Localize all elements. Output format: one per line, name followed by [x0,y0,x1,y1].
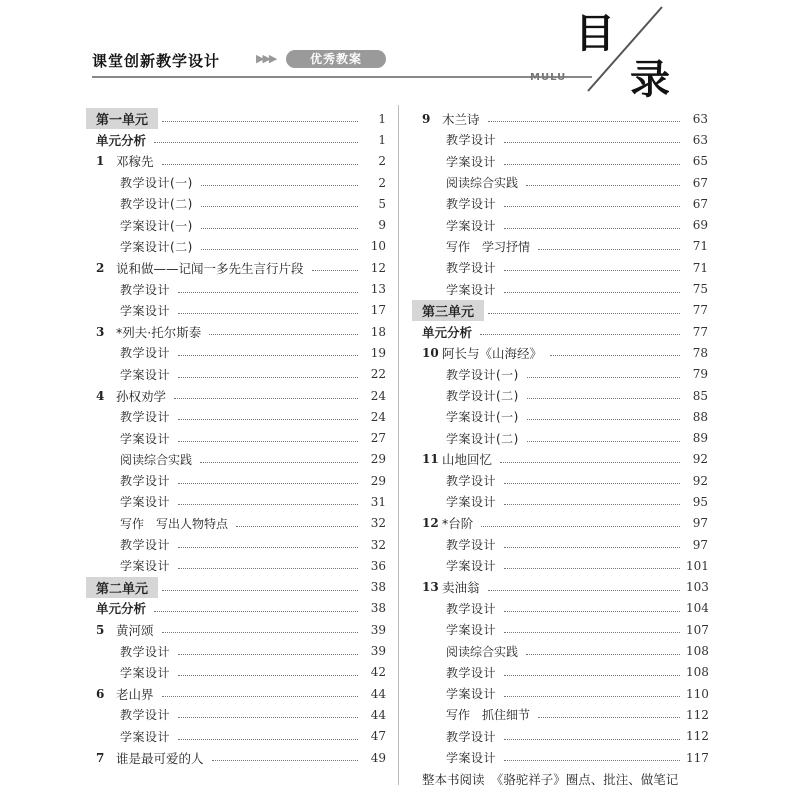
entry-title: 教学设计 [446,538,497,553]
page-number: 39 [370,644,386,659]
entry-title: 学案设计(一) [446,410,519,425]
lesson-number: 9 [422,111,431,126]
entry-title: 第三单元 [412,300,484,321]
dot-leader [178,355,358,356]
page-number: 12 [370,260,386,275]
entry-title: 学案设计(二) [446,431,519,446]
entry-title: 阅读综合实践 [120,452,193,467]
dot-leader [504,568,680,569]
page-number: 75 [692,282,708,297]
entry-title: 教学设计 [446,729,497,744]
toc-entry[interactable] [412,193,708,214]
lesson-number: 13 [422,580,439,595]
dot-leader [178,504,358,505]
page-number: 101 [686,558,709,573]
dot-leader [178,313,358,314]
toc-entry[interactable] [412,427,708,448]
toc-entry[interactable] [86,704,386,725]
page-number: 18 [370,324,386,339]
dot-leader [538,717,680,718]
toc-entry[interactable] [86,662,386,683]
toc-entry[interactable] [86,321,386,342]
entry-title: 学案设计 [446,751,497,766]
entry-title: 阅读综合实践 [446,644,519,659]
entry-title: 教学设计(一) [446,367,519,382]
lesson-number: 12 [422,516,439,531]
dot-leader [174,398,358,399]
page-number: 92 [692,473,708,488]
toc-entry[interactable] [412,321,708,342]
page-number: 71 [692,239,708,254]
entry-title: 教学设计(二) [446,389,519,403]
dot-leader [504,760,680,761]
entry-title: 阅读综合实践 [446,176,519,191]
entry-title: 学案设计 [120,495,171,510]
dot-leader [538,249,680,250]
page-number: 108 [686,665,709,680]
page-number: 24 [370,409,386,424]
lesson-number: 6 [96,686,105,701]
toc-entry[interactable] [86,151,386,172]
dot-leader [527,377,680,378]
entry-title: 教学设计 [446,474,497,489]
entry-title: 教学设计 [446,261,497,276]
entry-title: 单元分析 [422,324,473,340]
header-rule [92,76,592,78]
dot-leader [488,590,680,591]
lesson-number: 7 [96,750,105,765]
toc-entry[interactable] [412,555,708,576]
arrow-icons: ▶▶▶ [256,52,276,65]
entry-title: 孙权劝学 [116,388,167,404]
dot-leader [504,739,680,740]
toc-entry[interactable] [412,406,708,427]
page-number: 44 [370,686,386,701]
toc-entry[interactable] [86,172,386,193]
entry-title: 教学设计 [120,708,171,723]
toc-entry[interactable] [412,342,708,363]
entry-title: 说和做——记闻一多先生言行片段 [116,260,304,276]
page-number: 1 [378,132,386,147]
page-number: 13 [370,282,386,297]
toc-entry[interactable] [412,385,708,406]
page-number: 95 [692,494,708,509]
page-number: 1 [378,111,386,126]
dot-leader [488,313,680,314]
lesson-number: 11 [422,452,439,467]
entry-title: 木兰诗 [442,111,480,127]
page-number: 71 [692,260,708,275]
page-number: 39 [370,622,386,637]
entry-title: 第一单元 [86,108,158,129]
dot-leader [162,696,358,697]
toc-entry[interactable] [412,577,708,598]
dot-leader [178,419,358,420]
page-number: 89 [692,431,708,446]
entry-title: 教学设计 [446,133,497,148]
toc-entry[interactable] [86,364,386,385]
entry-title: 山地回忆 [442,452,493,468]
toc-entry[interactable] [412,534,708,555]
dot-leader [526,185,680,186]
page-number: 112 [686,729,709,744]
page-number: 79 [692,367,708,382]
page-number: 38 [370,601,386,616]
dot-leader [504,632,680,633]
page-number: 24 [370,388,386,403]
dot-leader [312,270,358,271]
toc-entry[interactable] [86,470,386,491]
page-number: 67 [692,175,708,190]
page-number: 63 [692,132,708,147]
entry-title: 学案设计 [446,154,497,169]
toc-entry[interactable] [412,172,708,193]
entry-title: 教学设计 [120,410,171,425]
entry-title: 黄河颂 [116,622,154,638]
toc-entry[interactable] [412,619,708,640]
page-number: 65 [692,154,708,169]
toc-entry[interactable] [86,108,386,129]
page-number: 108 [686,644,709,659]
toc-entry[interactable] [86,214,386,235]
toc-entry[interactable] [86,257,386,278]
toc-entry[interactable] [412,108,708,129]
page-number: 29 [370,452,386,467]
dot-leader [178,483,358,484]
entry-title: 学案设计 [446,495,497,510]
dot-leader [162,121,358,122]
entry-title: 学案设计(一) [120,218,193,233]
entry-title: 写作 抓住细节 [446,708,531,723]
toc-entry[interactable] [86,534,386,555]
dot-leader [201,185,358,186]
dot-leader [178,441,358,442]
page-number: 29 [370,473,386,488]
page-number: 38 [370,580,386,595]
toc-entry[interactable] [86,513,386,534]
entry-title: 学案设计 [120,431,171,446]
dot-leader [504,164,680,165]
entry-title: 教学设计(二) [120,197,193,212]
dot-leader [201,206,358,207]
entry-title: 学案设计 [120,665,171,680]
entry-title: *列夫·托尔斯泰 [116,324,202,340]
entry-title: 教学设计 [120,644,171,659]
page-number: 77 [692,303,708,318]
page-number: 42 [370,665,386,680]
page-number: 44 [370,707,386,722]
dot-leader [527,419,680,420]
entry-title: 学案设计 [446,218,497,233]
page-number: 92 [692,452,708,467]
toc-entry[interactable] [86,726,386,747]
toc-entry[interactable] [412,726,708,747]
page-number: 2 [378,175,386,190]
entry-title: 教学设计 [120,474,171,489]
lesson-number: 1 [96,154,105,169]
toc-entry[interactable] [86,449,386,470]
page-number: 47 [370,729,386,744]
toc-entry[interactable] [412,513,708,534]
toc-entry[interactable] [86,342,386,363]
entry-title: 第二单元 [86,577,158,598]
entry-title: 教学设计 [446,601,497,616]
dot-leader [212,760,358,761]
entry-title: 写作 写出人物特点 [120,516,229,531]
toc-column-left [86,108,386,768]
book-title: 课堂创新教学设计 [92,52,221,70]
toc-pinyin: MULU [530,72,567,83]
entry-title: 学案设计 [120,729,171,744]
toc-entry[interactable] [86,683,386,704]
entry-title: 教学设计 [120,282,171,297]
dot-leader [504,270,680,271]
page-number: 9 [378,218,386,233]
page-number: 49 [370,750,386,765]
toc-entry[interactable] [86,555,386,576]
dot-leader [504,206,680,207]
toc-entry[interactable] [86,598,386,619]
dot-leader [504,292,680,293]
entry-title: 教学设计 [446,197,497,212]
entry-title: 整本书阅读 《骆驼祥子》圈点、批注、做笔记 [422,771,679,787]
toc-entry[interactable] [412,129,708,150]
dot-leader [488,121,680,122]
page-number: 27 [370,431,386,446]
toc-entry[interactable] [86,129,386,150]
toc-entry[interactable] [412,662,708,683]
entry-title: 谁是最可爱的人 [116,750,204,766]
dot-leader [527,398,680,399]
page-number: 78 [692,345,708,360]
toc-heading-mu: 目 [575,10,615,57]
toc-entry[interactable] [412,236,708,257]
dot-leader [504,611,680,612]
toc-entry[interactable] [412,491,708,512]
page-number: 117 [686,750,709,765]
dot-leader [162,590,358,591]
page-number: 97 [692,537,708,552]
column-divider [398,105,399,785]
dot-leader [526,654,680,655]
page-number: 107 [686,622,709,637]
dot-leader [481,526,680,527]
dot-leader [201,249,358,250]
dot-leader [178,654,358,655]
lesson-number: 5 [96,622,105,637]
toc-entry[interactable] [86,577,386,598]
page-number: 63 [692,111,708,126]
entry-title: 教学设计(一) [120,176,193,191]
entry-title: 教学设计 [120,538,171,553]
page-number: 36 [370,558,386,573]
toc-entry[interactable] [412,364,708,385]
dot-leader [504,504,680,505]
lesson-number: 4 [96,388,105,403]
toc-entry[interactable] [412,683,708,704]
dot-leader [550,355,680,356]
dot-leader [504,675,680,676]
dot-leader [178,739,358,740]
page-number: 88 [692,409,708,424]
toc-heading-lu: 录 [630,56,670,103]
toc-entry[interactable] [86,278,386,299]
dot-leader [504,228,680,229]
dot-leader [162,164,358,165]
toc-entry[interactable] [86,619,386,640]
toc-entry[interactable] [412,214,708,235]
page-number: 19 [370,345,386,360]
entry-title: 教学设计 [120,346,171,361]
page-number: 67 [692,196,708,211]
toc-column-right [412,108,708,790]
dot-leader [500,462,680,463]
toc-entry[interactable] [412,598,708,619]
toc-entry[interactable] [412,747,708,768]
lesson-number: 10 [422,345,439,360]
toc-entry[interactable] [86,385,386,406]
page-number: 112 [686,707,709,722]
dot-leader [154,142,358,143]
lesson-number: 3 [96,324,105,339]
entry-title: 学案设计(二) [120,239,193,254]
dot-leader [209,334,358,335]
dot-leader [504,483,680,484]
page-number: 31 [370,494,386,509]
page-number: 69 [692,218,708,233]
page-number: 32 [370,537,386,552]
toc-entry[interactable] [412,278,708,299]
page-number: 110 [686,686,709,701]
page-number: 104 [686,601,709,616]
page-number: 32 [370,516,386,531]
toc-entry[interactable] [86,640,386,661]
page-number: 22 [370,367,386,382]
dot-leader [178,675,358,676]
entry-title: 教学设计 [446,665,497,680]
dot-leader [178,377,358,378]
page-number: 97 [692,516,708,531]
entry-title: 单元分析 [96,132,147,148]
entry-title: 学案设计 [120,559,171,574]
dot-leader [178,568,358,569]
dot-leader [178,547,358,548]
dot-leader [527,441,680,442]
entry-title: 邓稼先 [116,154,154,170]
toc-entry[interactable] [412,151,708,172]
dot-leader [178,292,358,293]
dot-leader [200,462,358,463]
entry-title: 单元分析 [96,601,147,617]
dot-leader [504,696,680,697]
entry-title: 老山界 [116,686,154,702]
toc-entry[interactable] [412,470,708,491]
page-number: 2 [378,154,386,169]
dot-leader [201,228,358,229]
toc-entry[interactable] [412,640,708,661]
toc-entry[interactable] [412,704,708,725]
dot-leader [480,334,680,335]
dot-leader [504,547,680,548]
entry-title: 阿长与《山海经》 [442,345,543,361]
lesson-number: 2 [96,260,105,275]
toc-entry[interactable] [86,236,386,257]
entry-title: 卖油翁 [442,580,480,596]
toc-entry[interactable] [86,406,386,427]
entry-title: 学案设计 [446,687,497,702]
entry-title: 学案设计 [120,303,171,318]
page-number: 5 [378,196,386,211]
page-number: 103 [686,580,709,595]
page-number: 77 [692,324,708,339]
toc-entry[interactable] [412,768,708,789]
toc-entry[interactable] [86,193,386,214]
toc-entry[interactable] [412,257,708,278]
dot-leader [504,142,680,143]
toc-entry[interactable] [86,491,386,512]
entry-title: *台阶 [442,516,474,532]
entry-title: 写作 学习抒情 [446,239,531,254]
dot-leader [162,632,358,633]
entry-title: 学案设计 [446,559,497,574]
dot-leader [178,717,358,718]
entry-title: 学案设计 [446,282,497,297]
dot-leader [236,526,358,527]
badge: 优秀教案 [286,50,386,68]
toc-entry[interactable] [412,449,708,470]
page-number: 85 [692,388,708,403]
toc-entry[interactable] [86,747,386,768]
toc-entry[interactable] [412,300,708,321]
page-number: 10 [370,239,386,254]
page-number: 17 [370,303,386,318]
toc-entry[interactable] [86,300,386,321]
entry-title: 学案设计 [120,367,171,382]
toc-entry[interactable] [86,427,386,448]
entry-title: 学案设计 [446,623,497,638]
dot-leader [154,611,358,612]
